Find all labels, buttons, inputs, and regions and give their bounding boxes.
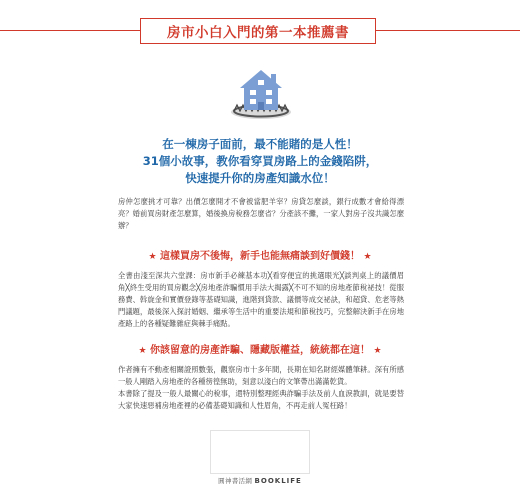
logo-placeholder <box>210 430 310 474</box>
star-icon: ★ <box>363 252 372 262</box>
title-rule-right <box>376 30 520 31</box>
logo-cn: 圓神書活網 <box>218 477 253 485</box>
headline-line-3: 快速提升你的房產知識水位！ <box>185 171 335 185</box>
body-paragraph-2b: 本書除了提及一般人最關心的稅事，還特別整理經典詐騙手法及前人血淚教訓，就是要替大家快速惡補房地產裡的必備基礎知識和人性眉角，不再走前人冤枉路！ <box>118 389 404 410</box>
headline-line-2: 31個小故事，教你看穿買房路上的金錢陷阱， <box>142 154 378 168</box>
body-paragraph-1: 全書由淺至深共六堂課：房市新手必練基本功╳看穿便宜的挑選眼光╳談判桌上的議價眉角╳終生受用的買房觀念╳房地產詐騙慣用手法大揭露╳不可不知的房地產節稅祕技！從服務費、斡旋金和實價登錄等基礎知識，進階到貸款、議價等成交祕訣，和超貸、危老等熱門議題，最後深入探討婚姻、繼承等生活中的重要法規和節稅技巧，完整解決新手在房地產路上的各種疑難雜症與棘手痛點。 <box>118 271 404 328</box>
headline <box>0 136 520 187</box>
banner-1 <box>0 247 520 262</box>
body-paragraph-2a: 作者擁有不動產相關證照數張，觀察房市十多年間，長期在知名財經媒體筆耕。深有所感一般人剛踏入房地產的各種徬徨無助，刻意以淺白的文筆帶出滿滿乾貨。 <box>118 365 404 386</box>
banner-2-text: 你該留意的房產詐騙、隱藏版權益，統統都在這！ <box>150 345 370 356</box>
star-icon: ★ <box>148 252 157 262</box>
logo-en: BOOKLIFE <box>254 477 302 485</box>
footer-logo[interactable] <box>0 476 520 485</box>
page-title: 房市小白入門的第一本推薦書 <box>140 18 376 44</box>
star-icon: ★ <box>138 346 147 356</box>
house-in-trap-icon <box>228 66 294 122</box>
headline-line-1: 在一棟房子面前，最不能賭的是人性！ <box>162 137 358 151</box>
title-banner <box>0 18 520 44</box>
star-icon: ★ <box>373 346 382 356</box>
intro-paragraph: 房仲怎麼挑才可靠？出價怎麼開才不會被當肥羊宰？房貸怎麼談，銀行成數才會給得漂亮？婚前買房財產怎麼算，婚後換房稅務怎麼省？分產該不攤，一家人對房子沒共識怎麼辦？ <box>118 197 404 230</box>
banner-1-text: 這樣買房不後悔，新手也能無痛談到好價錢！ <box>160 251 360 262</box>
title-rule-left <box>0 30 140 31</box>
banner-2 <box>0 341 520 356</box>
